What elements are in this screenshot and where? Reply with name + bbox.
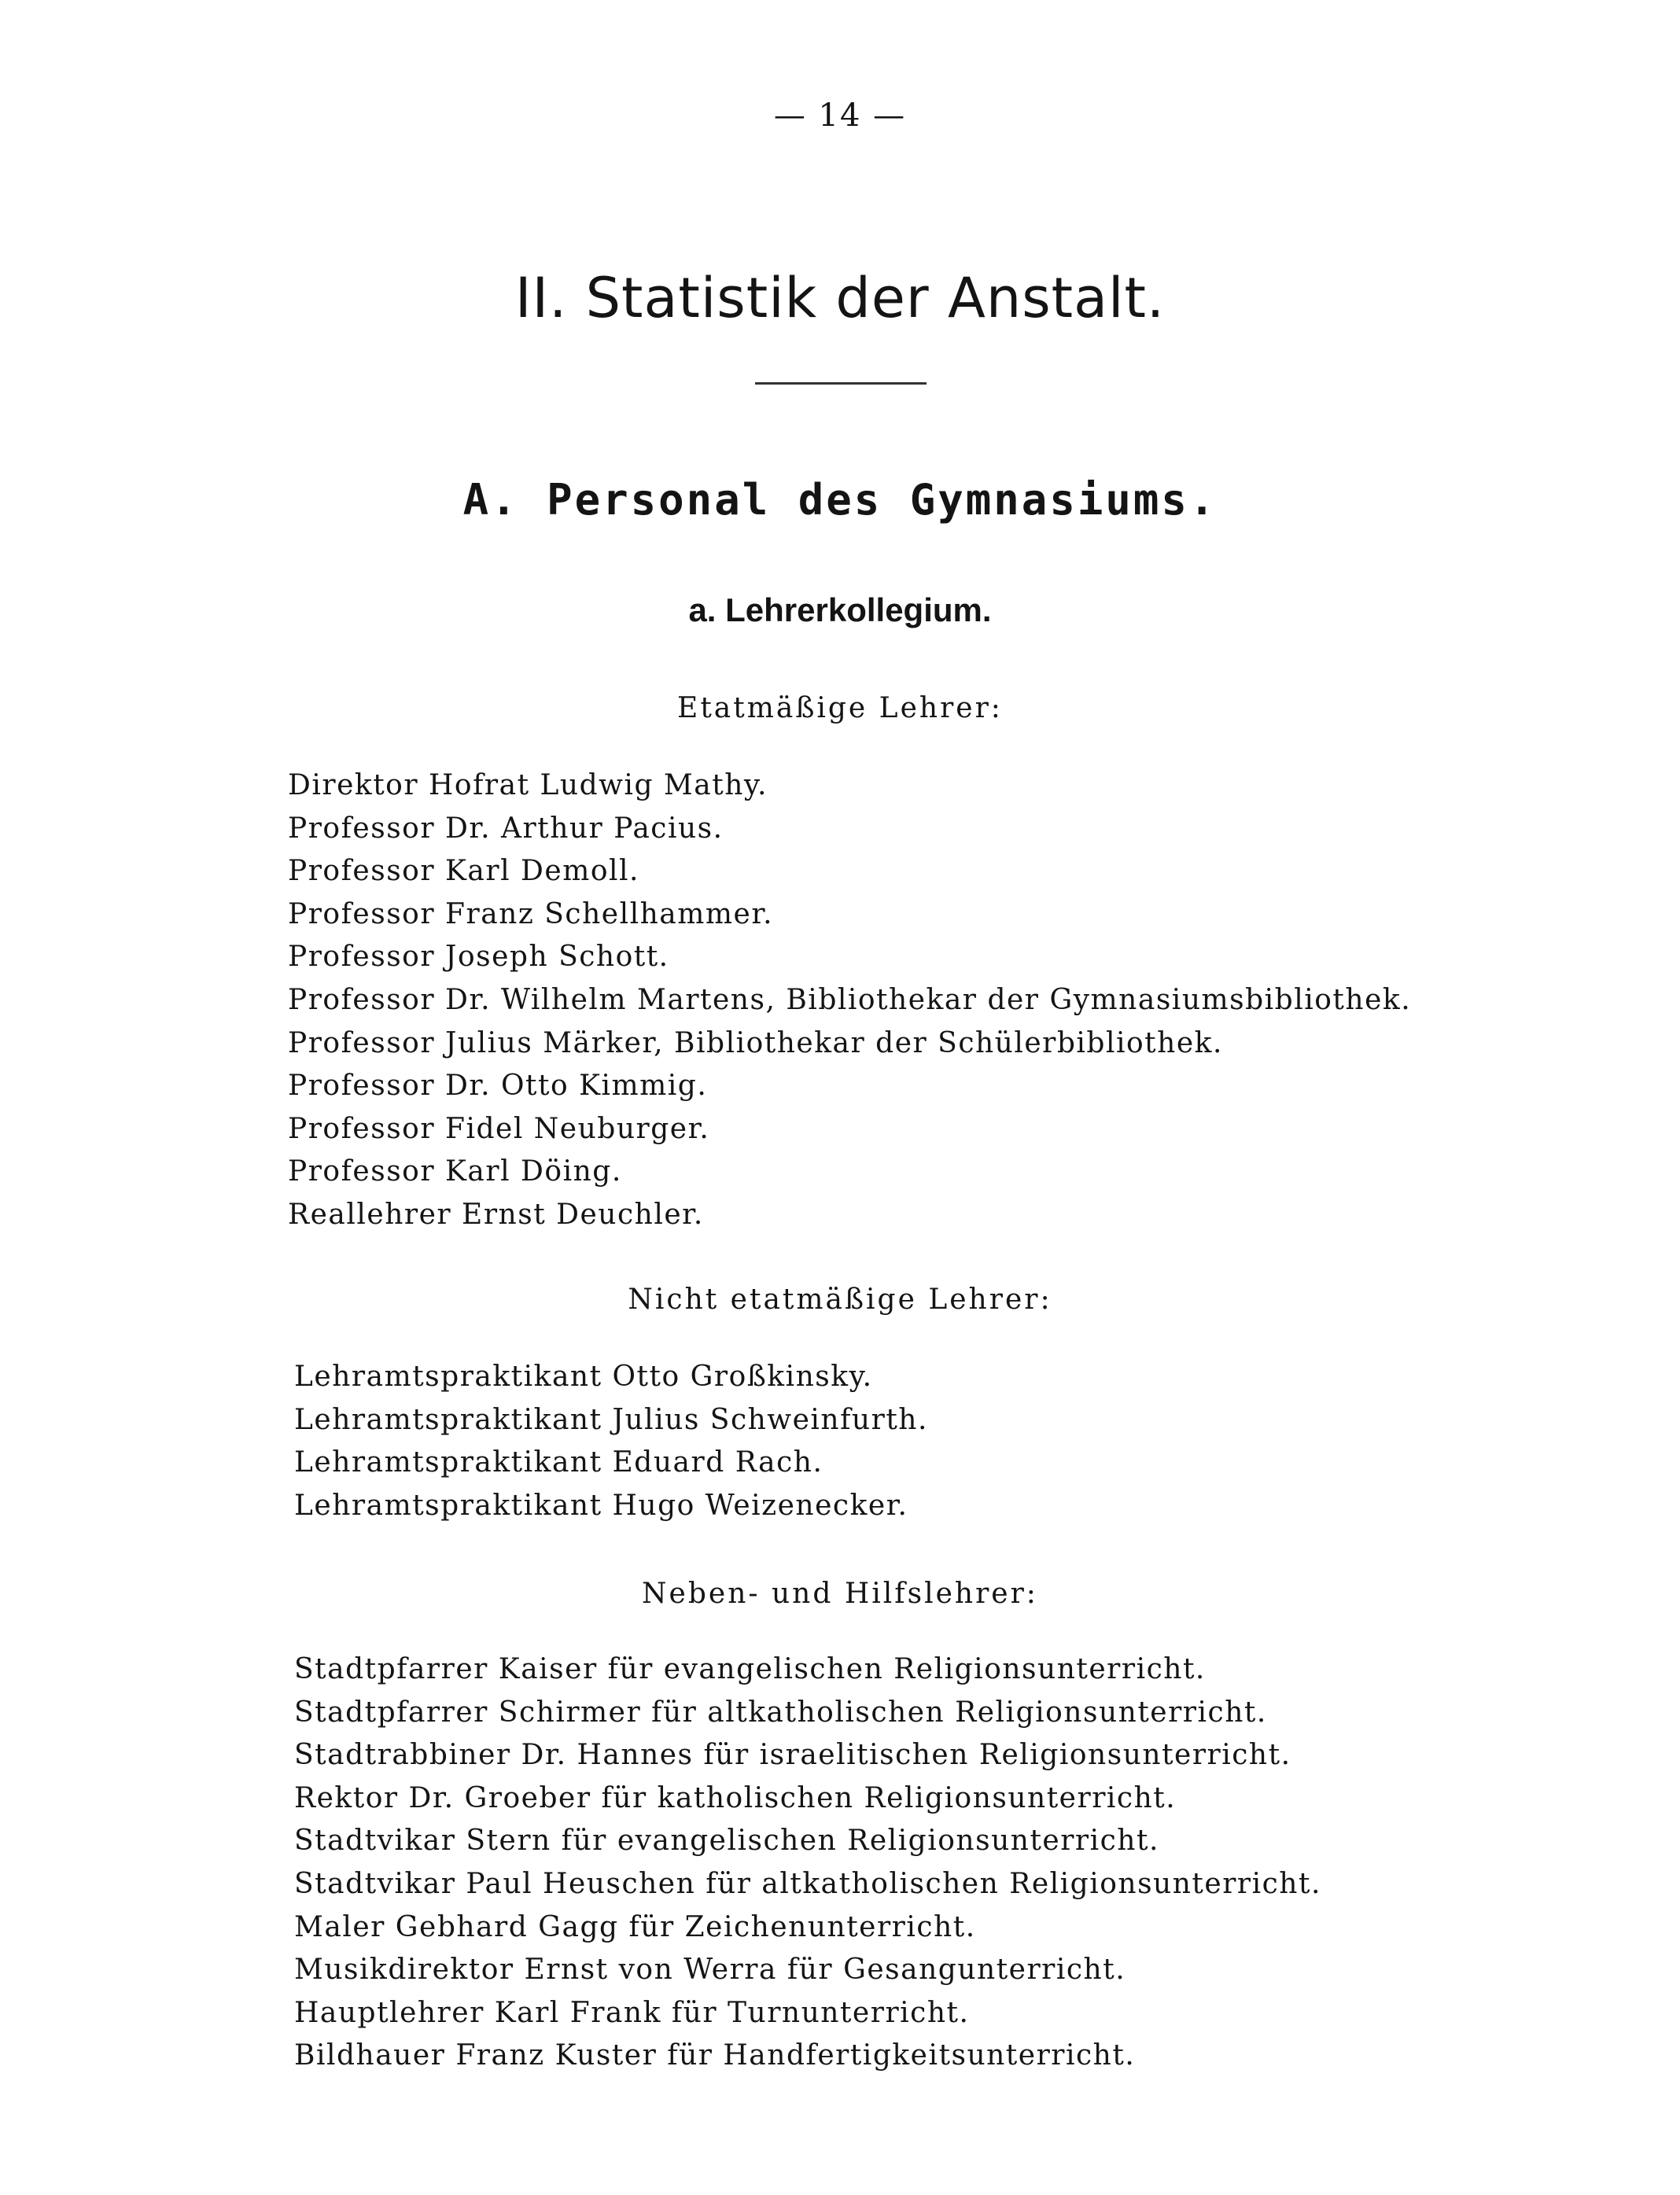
list-item: Professor Dr. Wilhelm Martens, Bibliothekar der Gymnasiumsbibliothek.: [288, 983, 1412, 1016]
list-item: Lehramtspraktikant Hugo Weizenecker.: [294, 1489, 908, 1522]
section-title: II. Statistik der Anstalt.: [514, 266, 1166, 330]
category-heading-auxiliary-teachers: Neben- und Hilfslehrer:: [642, 1578, 1038, 1610]
list-item: Rektor Dr. Groeber für katholischen Religionsunterricht.: [294, 1781, 1177, 1814]
list-item: Musikdirektor Ernst von Werra für Gesangunterricht.: [294, 1954, 1126, 1987]
list-item: Reallehrer Ernst Deuchler.: [288, 1198, 704, 1231]
list-item: Lehramtspraktikant Otto Großkinsky.: [294, 1361, 873, 1393]
page-number: — 14 —: [773, 98, 907, 134]
list-item: Lehramtspraktikant Julius Schweinfurth.: [294, 1403, 928, 1436]
list-item: Professor Julius Märker, Bibliothekar der Schülerbibliothek.: [288, 1026, 1223, 1059]
list-item: Stadtvikar Paul Heuschen für altkatholischen Religionsunterricht.: [294, 1867, 1321, 1900]
non-regular-teachers-list: [294, 1356, 928, 1527]
list-item: Professor Franz Schellhammer.: [288, 897, 774, 930]
list-item: Professor Dr. Arthur Pacius.: [288, 812, 724, 845]
list-item: Stadtpfarrer Kaiser für evangelischen Religionsunterricht.: [294, 1653, 1206, 1685]
group-heading: a. Lehrerkollegium.: [688, 591, 992, 628]
category-heading-non-regular-teachers: Nicht etatmäßige Lehrer:: [628, 1283, 1052, 1316]
subsection-title: A. Personal des Gymnasiums.: [462, 475, 1218, 525]
list-item: Direktor Hofrat Ludwig Mathy.: [288, 769, 768, 801]
list-item: Professor Joseph Schott.: [288, 941, 669, 974]
auxiliary-teachers-list: [294, 1648, 1321, 2078]
list-item: Stadtvikar Stern für evangelischen Religionsunterricht.: [294, 1825, 1159, 1858]
list-item: Bildhauer Franz Kuster für Handfertigkeitsunterricht.: [294, 2039, 1136, 2072]
category-heading-regular-teachers: Etatmäßige Lehrer:: [677, 692, 1003, 724]
list-item: Professor Karl Demoll.: [288, 855, 639, 888]
title-divider: [755, 382, 927, 385]
list-item: Professor Karl Döing.: [288, 1155, 622, 1188]
list-item: Lehramtspraktikant Eduard Rach.: [294, 1446, 823, 1479]
regular-teachers-list: [288, 764, 1411, 1237]
list-item: Professor Fidel Neuburger.: [288, 1112, 710, 1145]
list-item: Maler Gebhard Gagg für Zeichenunterricht.: [294, 1910, 976, 1943]
list-item: Hauptlehrer Karl Frank für Turnunterricht.: [294, 1996, 970, 2029]
list-item: Stadtrabbiner Dr. Hannes für israelitischen Religionsunterricht.: [294, 1739, 1291, 1772]
list-item: Professor Dr. Otto Kimmig.: [288, 1070, 708, 1103]
list-item: Stadtpfarrer Schirmer für altkatholischen Religionsunterricht.: [294, 1696, 1267, 1729]
